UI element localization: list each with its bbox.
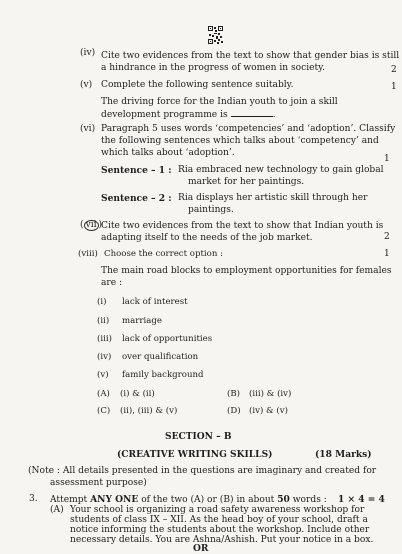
item-v-number: (v) [80,80,93,90]
item-iv-marks: 2 [391,65,397,75]
option-ii-text: marriage [122,316,162,326]
or-separator: OR [193,543,209,554]
item-vi-line-1: Paragraph 5 uses words ‘competencies’ and ‘adoption’. Classify [101,124,396,134]
choice-b-text: (iii) & (iv) [249,389,292,399]
item-viii-stem-1: The main road blocks to employment opportunities for females [101,266,392,276]
item-vii-line-2: adapting itself to the needs of the job market. [101,233,313,243]
item-vi-number: (vi) [80,124,96,134]
item-vii-marks: 2 [384,232,390,242]
item-v-line-1: Complete the following sentence suitably. [101,80,294,90]
option-a-line-1: Your school is organizing a road safety awareness workshop for [70,505,365,515]
section-subtitle: (CREATIVE WRITING SKILLS) [117,449,273,460]
choice-a-text: (i) & (ii) [120,389,155,399]
sentence-1-line-1: Ria embraced new technology to gain global [178,165,384,175]
circled-number-icon: vii [85,220,97,230]
sentence-1-line-2: market for her paintings. [188,177,305,187]
choice-d-text: (iv) & (v) [249,406,288,416]
item-viii-number: (viii) [78,249,98,259]
choice-a-letter: (A) [97,389,110,399]
sentence-1-label: Sentence – 1 : [101,165,172,176]
choice-c-letter: (C) [97,406,111,416]
question-3-number: 3. [29,494,38,504]
option-ii-number: (ii) [97,316,110,326]
option-a-line-3: notice informing the students about the workshop. Include other [70,525,370,535]
item-vi-line-3: which talks about ‘adoption’. [101,148,235,158]
option-i-text: lack of interest [122,297,188,307]
item-vi-marks: 1 [384,154,390,164]
item-vi-line-2: the following sentences which talks about ‘competency’ and [101,136,379,146]
item-viii-line-1: Choose the correct option : [104,249,223,259]
sentence-2-label: Sentence – 2 : [101,193,172,204]
option-a-label: (A) [50,505,64,515]
q3-text-a: Attempt [50,495,91,505]
item-v-sentence-line-1: The driving force for the Indian youth to join a skill [101,97,338,107]
question-3-marks: 1 × 4 = 4 [338,494,385,505]
note-line-2: assessment purpose) [50,478,147,488]
section-title: SECTION – B [165,431,232,442]
option-i-number: (i) [97,297,107,307]
item-iv-number: (iv) [80,48,96,58]
section-marks: (18 Marks) [315,449,372,460]
option-a-line-2: students of class IX – XII. As the head boy of your school, draft a [70,515,368,525]
note-line-1: (Note : All details presented in the questions are imaginary and created for [28,466,377,476]
item-viii-marks: 1 [384,249,390,259]
sentence-2-line-1: Ria displays her artistic skill through her [178,193,368,203]
option-v-number: (v) [97,370,109,380]
item-vii-number: ( vii ) [80,220,103,230]
q3-any-one: ANY ONE [90,494,139,505]
item-v-marks: 1 [391,82,397,92]
q3-word-count: 50 [277,494,290,505]
option-v-text: family background [122,370,204,380]
q3-text-c: words : [289,495,327,505]
item-v-sentence-end: . [272,110,276,120]
item-v-sentence-line-2 [101,109,275,121]
item-vii-line-1: Cite two evidences from the text to show that Indian youth is [101,221,384,231]
item-iv-line-1: Cite two evidences from the text to show that gender bias is still [101,51,400,61]
q3-text-b: of the two (A) or (B) in about [138,495,278,505]
option-iii-number: (iii) [97,334,112,344]
choice-d-letter: (D) [227,406,241,416]
item-v-sentence-start: development programme is [101,110,228,120]
sentence-2-line-2: paintings. [188,205,234,215]
option-iv-text: over qualification [122,352,199,362]
answer-blank [231,109,273,117]
choice-c-text: (ii), (iii) & (v) [120,406,178,416]
option-a-line-4: necessary details. You are Ashna/Ashish. Put your notice in a box. [70,535,374,545]
item-viii-stem-2: are : [101,278,123,288]
qr-code-icon [208,26,223,44]
option-iv-number: (iv) [97,352,112,362]
item-iv-line-2: a hindrance in the progress of women in society. [101,63,325,73]
option-iii-text: lack of opportunities [122,334,213,344]
choice-b-letter: (B) [227,389,241,399]
